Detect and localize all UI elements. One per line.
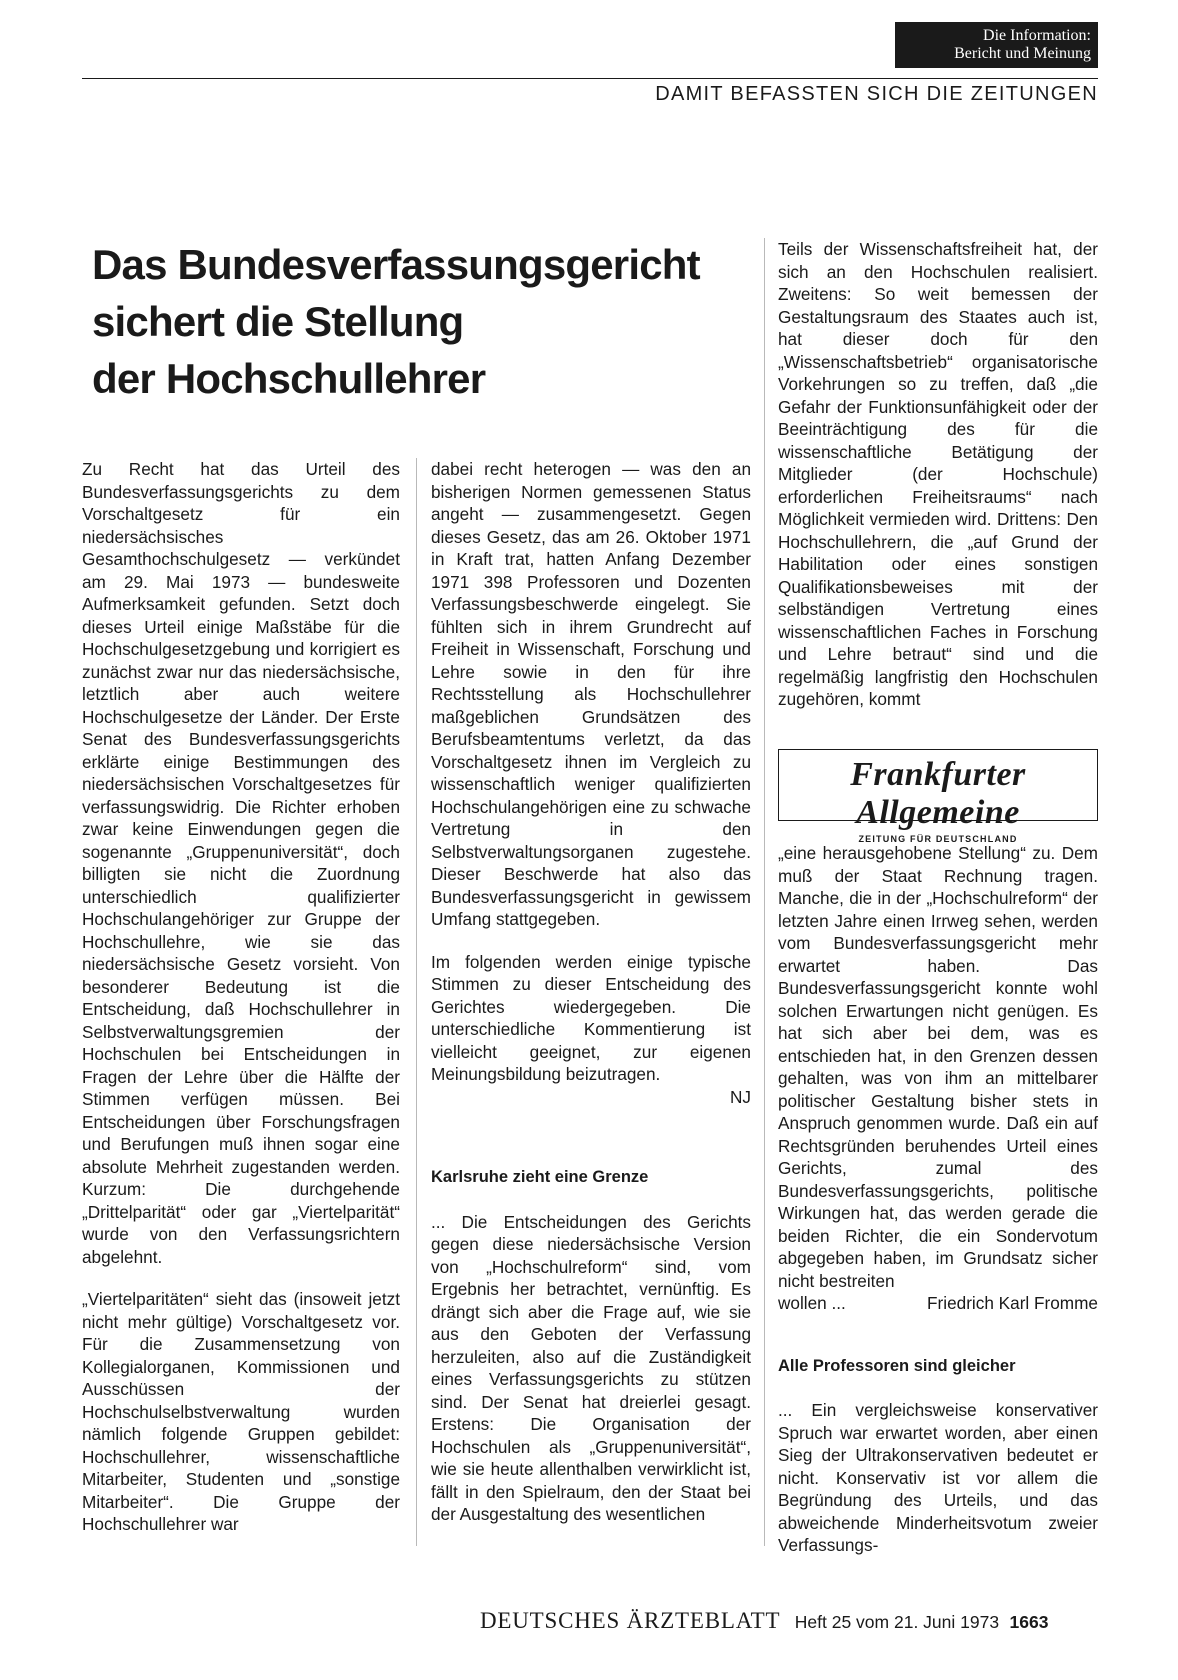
- quote-paragraph-4: ... Ein vergleichsweise konservativer Spruch war erwartet worden, aber einen Sieg der Ultrakonservativen bedeutet er nicht. Konservativ ist vor allem die Begründung des Urteils, und das abweichende Minderheitsvotum zweier Verfassungs-: [778, 1400, 1098, 1555]
- quote-paragraph-3: „eine herausgehobene Stellung“ zu. Dem muß der Staat Rechnung tragen. Manche, die in der „Hochschulreform“ der letzten Jahre einen Irrweg sehen, werden vom Bundesverfassungsgericht mehr erwartet haben. Das Bundesverfassungsgericht konnte wohl solchen Erwartungen nicht genügen. Es hat sich aber bei dem, was es entschieden hat, in den Grenzen dessen gehalten, was von ihm an mittelbarer politischer Gestaltung bisher stets in Anspruch genommen wurde. Daß ein auf Rechtsgründen beruhendes Urteil eines Gerichts, zumal des Bundesverfassungsgerichts, politische Wirkungen hat, das werden gerade die beiden Richter, die ein Sondervotum abgegeben haben, im Grundsatz sicher nicht bestreiten: [778, 843, 1098, 1291]
- quote-paragraph-2: Teils der Wissenschaftsfreiheit hat, der sich an den Hochschulen realisiert. Zweitens: So weit bemessen der Gestaltungsraum des Staates auch ist, hat dieser doch für den „Wissenschaftsbetrieb“ organisatorische Vorkehrungen so zu treffen, daß „die Gefahr der Funktionsunfähigkeit oder der Beeinträchtigung des für die wissenschaftliche Betätigung der Mitglieder (der Hochschule) erforderlichen Freiheitsraums“ nach Möglichkeit vermieden wird. Drittens: Den Hochschullehrern, die „auf Grund der Habilitation oder eines sonstigen Qualifikationsbeweises mit der selbständigen Vertretung eines wissenschaftlichen Faches in Forschung und Lehre betraut“ sind und die regelmäßig langfristig den Hochschulen zugehören, kommt: [778, 239, 1098, 709]
- section-title: DAMIT BEFASSTEN SICH DIE ZEITUNGEN: [655, 83, 1098, 105]
- column-1: [82, 458, 400, 1536]
- newspaper-logo: [778, 749, 1098, 844]
- headline-line-3: der Hochschullehrer: [92, 355, 486, 402]
- editor-initials: NJ: [729, 1086, 751, 1107]
- rubric-line-2: Bericht und Meinung: [954, 45, 1091, 62]
- newspaper-logo-subtitle: ZEITUNG FÜR DEUTSCHLAND: [858, 834, 1018, 844]
- column-3: [778, 238, 1098, 711]
- subheading-professoren: Alle Professoren sind gleicher: [778, 1356, 1016, 1375]
- intro-paragraph-4-text: Im folgenden werden einige typische Stimmen zu dieser Entscheidung des Gerichtes wiedergegeben. Die unterschiedliche Kommentierung ist vielleicht geeignet, zur eigenen Meinungsbildung beizutragen.: [431, 951, 751, 1084]
- quote-end: wollen ...: [778, 1293, 846, 1313]
- editor-sign: [431, 1086, 751, 1109]
- article-headline: [92, 236, 772, 407]
- rubric-badge: [895, 22, 1098, 68]
- issue-info: Heft 25 vom 21. Juni 1973: [794, 1612, 1000, 1632]
- quote-author: Friedrich Karl Fromme: [927, 1293, 1098, 1313]
- intro-paragraph-2: „Viertelparitäten“ sieht das (insoweit jetzt nicht mehr gültige) Vorschaltgesetz vor. Für die Zusammensetzung von Kollegialorganen, Kommissionen und Ausschüssen der Hochschulselbstverwaltung wurden nämlich folgende Gruppen gebildet: Hochschullehrer, wissenschaftliche Mitarbeiter, Studenten und „sonstige Mitarbeiter“. Die Gruppe der Hochschullehrer war: [82, 1289, 400, 1534]
- page-number: 1663: [1009, 1612, 1049, 1632]
- header-rule: [82, 78, 1098, 79]
- rubric-line-1: Die Information:: [983, 27, 1091, 44]
- intro-paragraph-4: [431, 951, 751, 1109]
- column-divider-1: [416, 458, 417, 1546]
- subheading-karlsruhe: Karlsruhe zieht eine Grenze: [431, 1168, 649, 1186]
- headline-line-2: sichert die Stellung: [92, 298, 464, 345]
- intro-paragraph-3: dabei recht heterogen — was den an bisherigen Normen gemessenen Status angeht — zusammengesetzt. Gegen dieses Gesetz, das am 26. Oktober 1971 in Kraft trat, hatten Anfang Dezember 1971 398 Professoren und Dozenten Verfassungsbeschwerde eingelegt. Sie fühlten sich in ihrem Grundrecht auf Freiheit in Wissenschaft, Forschung und Lehre sowie in den für ihre Rechtsstellung als Hochschullehrer maßgeblichen Grundsätzen des Berufsbeamtentums verletzt, da das Vorschaltgesetz ihnen im Vergleich zu wissenschaftlich weniger qualifizierten Hochschulangehörigen eine zu schwache Vertretung in den Selbstverwaltungsorganen zugestehe. Dieser Beschwerde hat also das Bundesverfassungsgericht in gewissem Umfang stattgegeben.: [431, 459, 751, 929]
- column-2: [431, 458, 751, 1526]
- column-divider-2: [764, 238, 765, 1546]
- headline-line-1: Das Bundesverfassungsgericht: [92, 241, 700, 288]
- intro-paragraph-1: Zu Recht hat das Urteil des Bundesverfassungsgerichts zu dem Vorschaltgesetz für ein niedersächsisches Gesamthochschulgesetz — verkündet am 29. Mai 1973 — bundesweite Aufmerksamkeit gefunden. Setzt doch dieses Urteil einige Maßstäbe für die Hochschulgesetzgebung und korrigiert es zunächst zwar nur das niedersächsische, letztlich aber auch weitere Hochschulgesetze der Länder. Der Erste Senat des Bundesverfassungsgerichts erklärte einige Bestimmungen des niedersächsischen Vorschaltgesetzes für verfassungswidrig. Die Richter erhoben zwar keine Einwendungen gegen die sogenannte „Gruppenuniversität“, doch billigten sie nicht die Zuordnung unterschiedlich qualifizierter Hochschulangehöriger zur Gruppe der Hochschullehre, wie sie das niedersächsische Gesetz vorsieht. Von besonderer Bedeutung ist die Entscheidung, daß Hochschullehrer in Selbstverwaltungsgremien der Hochschulen bei Entscheidungen in Fragen der Lehre über die Hälfte der Stimmen verfügen müssen. Bei Entscheidungen über Forschungsfragen und Berufungen muß ihnen sogar eine absolute Mehrheit zugestanden werden. Kurzum: Die durchgehende „Drittelparität“ oder gar „Viertelparität“ wurde von den Verfassungsrichtern abgelehnt.: [82, 459, 400, 1267]
- quote-signature-line: [778, 1292, 1098, 1315]
- column-3-continued: [778, 842, 1098, 1557]
- newspaper-logo-title: Frankfurter Allgemeine: [850, 756, 1026, 831]
- quote-paragraph-1: ... Die Entscheidungen des Gerichts gegen diese niedersächsische Version von „Hochschulreform“ sind, vom Ergebnis her betrachtet, vernünftig. Es drängt sich aber die Frage auf, wie sie aus den Geboten der Verfassung herzuleiten, also auf die Zuständigkeit eines Verfassungsgerichts zu stützen sind. Der Senat hat dreierlei gesagt. Erstens: Die Organisation der Hochschulen als „Gruppenuniversität“, wie sie heute allenthalben verwirklicht ist, fällt in den Spielraum, den der Staat bei der Ausgestaltung des wesentlichen: [431, 1211, 751, 1524]
- page-footer: [480, 1608, 1048, 1634]
- magazine-name: DEUTSCHES ÄRZTEBLATT: [480, 1608, 781, 1633]
